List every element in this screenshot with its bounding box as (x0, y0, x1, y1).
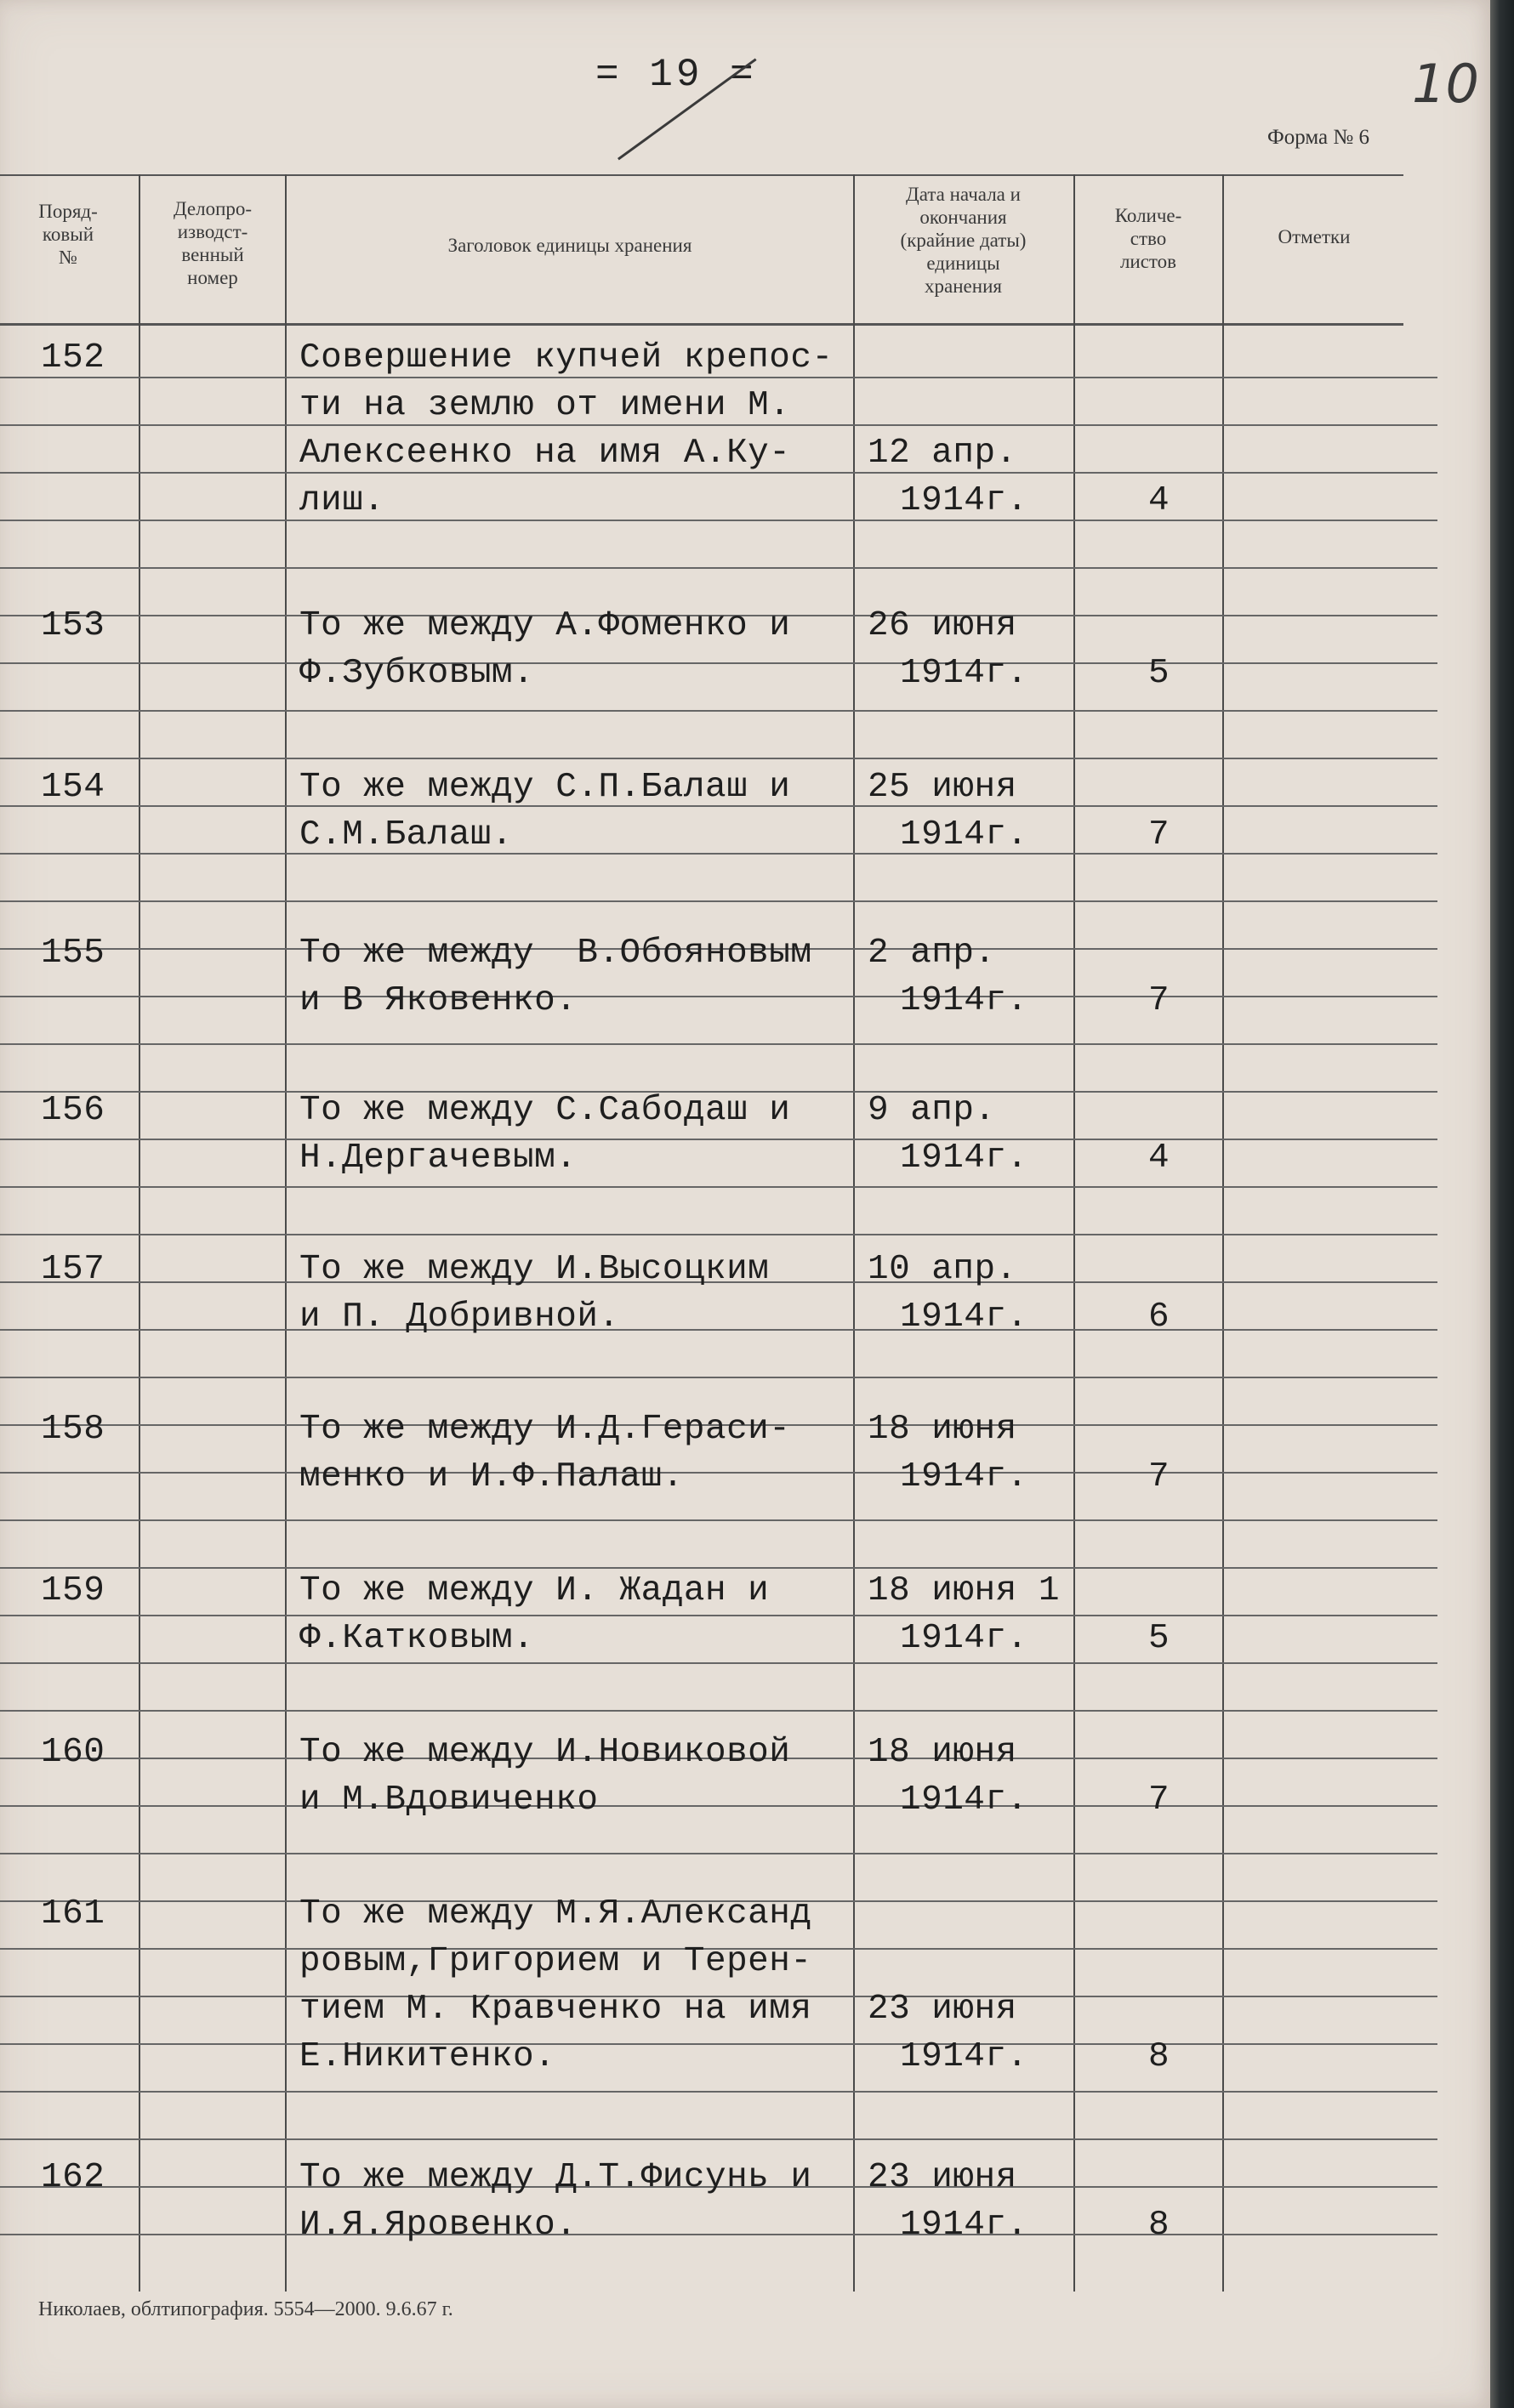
record-title-line: Н.Дергачевым. (299, 1139, 578, 1178)
record-sheet-count: 7 (1148, 1780, 1170, 1820)
archive-sheet-number: 10 (1412, 53, 1479, 115)
record-sheet-count: 7 (1148, 981, 1170, 1020)
record-title-line: То же между С.П.Балаш и (299, 768, 791, 807)
record-number: 162 (41, 2158, 105, 2197)
row-rule (0, 2091, 1437, 2093)
column-divider (139, 174, 140, 2292)
record-date-start: 10 апр. (868, 1250, 1017, 1289)
record-date-start: 9 апр. (868, 1091, 996, 1130)
record-sheet-count: 8 (1148, 2037, 1170, 2076)
row-rule (0, 1043, 1437, 1045)
row-rule (0, 1234, 1437, 1235)
record-title-line: ровым,Григорием и Терен- (299, 1942, 812, 1981)
column-header: Делопро- изводст- венный номер (173, 198, 253, 288)
header-bottom-rule (0, 323, 1403, 326)
record-date-year: 1914г. (900, 1780, 1028, 1820)
record-title-line: лиш. (299, 481, 385, 520)
form-label: Форма № 6 (1267, 126, 1369, 149)
row-rule (0, 1805, 1437, 1807)
row-rule (0, 2043, 1437, 2045)
row-rule (0, 853, 1437, 855)
record-title-line: То же между С.Сабодаш и (299, 1091, 791, 1130)
row-rule (0, 710, 1437, 712)
record-date-start: 23 июня (868, 1990, 1017, 2029)
record-date-start: 26 июня (868, 606, 1017, 645)
row-rule (0, 1139, 1437, 1140)
record-sheet-count: 7 (1148, 815, 1170, 855)
record-date-year: 1914г. (900, 1298, 1028, 1337)
page-number: = 19 = (595, 53, 757, 97)
row-rule (0, 1853, 1437, 1854)
column-header: Заголовок единицы хранения (447, 235, 692, 256)
record-sheet-count: 8 (1148, 2206, 1170, 2245)
record-title-line: менко и И.Ф.Палаш. (299, 1457, 684, 1496)
record-title-line: То же между И.Новиковой (299, 1733, 791, 1772)
record-date-year: 1914г. (900, 1457, 1028, 1496)
record-sheet-count: 7 (1148, 1457, 1170, 1496)
row-rule (0, 2234, 1437, 2235)
record-title-line: С.М.Балаш. (299, 815, 514, 855)
record-date-start: 23 июня (868, 2158, 1017, 2197)
record-title-line: То же между А.Фоменко и (299, 606, 791, 645)
record-date-year: 1914г. (900, 981, 1028, 1020)
record-number: 161 (41, 1894, 105, 1934)
record-date-start: 2 апр. (868, 934, 996, 973)
column-divider (1073, 174, 1075, 2292)
row-rule (0, 1710, 1437, 1712)
row-rule (0, 1329, 1437, 1331)
row-rule (0, 1472, 1437, 1474)
record-number: 160 (41, 1733, 105, 1772)
row-rule (0, 1186, 1437, 1188)
record-date-year: 1914г. (900, 481, 1028, 520)
record-sheet-count: 4 (1148, 1139, 1170, 1178)
record-date-start: 18 июня (868, 1410, 1017, 1449)
column-header: Отметки (1278, 226, 1351, 247)
row-rule (0, 2138, 1437, 2140)
scan-background-edge (1490, 0, 1514, 2408)
record-number: 152 (41, 338, 105, 378)
record-title-line: То же между Д.Т.Фисунь и (299, 2158, 812, 2197)
row-rule (0, 520, 1437, 521)
record-title-line: Е.Никитенко. (299, 2037, 556, 2076)
record-date-year: 1914г. (900, 2037, 1028, 2076)
record-title-line: Ф.Зубковым. (299, 654, 535, 693)
record-title-line: То же между И. Жадан и (299, 1571, 770, 1610)
row-rule (0, 1377, 1437, 1378)
row-rule (0, 1615, 1437, 1616)
row-rule (0, 900, 1437, 902)
record-title-line: То же между И.Д.Гераси- (299, 1410, 791, 1449)
record-sheet-count: 4 (1148, 481, 1170, 520)
record-number: 153 (41, 606, 105, 645)
row-rule (0, 567, 1437, 569)
record-title-line: ти на землю от имени М. (299, 386, 791, 425)
record-sheet-count: 5 (1148, 1619, 1170, 1658)
column-header: Дата начала и окончания (крайние даты) единицы хранения (900, 184, 1027, 297)
row-rule (0, 1662, 1437, 1664)
record-number: 158 (41, 1410, 105, 1449)
record-sheet-count: 6 (1148, 1298, 1170, 1337)
record-date-year: 1914г. (900, 654, 1028, 693)
record-number: 155 (41, 934, 105, 973)
record-title-line: То же между В.Обояновым (299, 934, 812, 973)
record-number: 159 (41, 1571, 105, 1610)
record-date-year: 1914г. (900, 1619, 1028, 1658)
column-divider (1222, 174, 1224, 2292)
record-title-line: и В Яковенко. (299, 981, 578, 1020)
row-rule (0, 996, 1437, 997)
column-divider (853, 174, 855, 2292)
row-rule (0, 1567, 1437, 1569)
row-rule (0, 662, 1437, 664)
record-title-line: и М.Вдовиченко (299, 1780, 599, 1820)
column-header: Поряд- ковый № (38, 201, 98, 268)
record-title-line: Алексеенко на имя А.Ку- (299, 434, 791, 473)
record-number: 156 (41, 1091, 105, 1130)
row-rule (0, 758, 1437, 759)
header-top-rule (0, 174, 1403, 176)
record-date-start: 25 июня (868, 768, 1017, 807)
record-number: 154 (41, 768, 105, 807)
record-date-year: 1914г. (900, 815, 1028, 855)
record-date-year: 1914г. (900, 2206, 1028, 2245)
record-title-line: Совершение купчей крепос- (299, 338, 834, 378)
printer-imprint: Николаев, облтипография. 5554—2000. 9.6.67 г. (38, 2298, 453, 2320)
record-date-start: 12 апр. (868, 434, 1017, 473)
row-rule (0, 1519, 1437, 1521)
record-title-line: тием М. Кравченко на имя (299, 1990, 812, 2029)
record-date-start: 18 июня 1 (868, 1571, 1060, 1610)
column-divider (285, 174, 287, 2292)
record-title-line: и П. Добривной. (299, 1298, 620, 1337)
record-title-line: То же между М.Я.Александ (299, 1894, 812, 1934)
record-date-year: 1914г. (900, 1139, 1028, 1178)
record-title-line: То же между И.Высоцким (299, 1250, 770, 1289)
record-number: 157 (41, 1250, 105, 1289)
record-title-line: И.Я.Яровенко. (299, 2206, 578, 2245)
column-header: Количе- ство листов (1114, 205, 1182, 272)
record-title-line: Ф.Катковым. (299, 1619, 535, 1658)
record-sheet-count: 5 (1148, 654, 1170, 693)
record-date-start: 18 июня (868, 1733, 1017, 1772)
